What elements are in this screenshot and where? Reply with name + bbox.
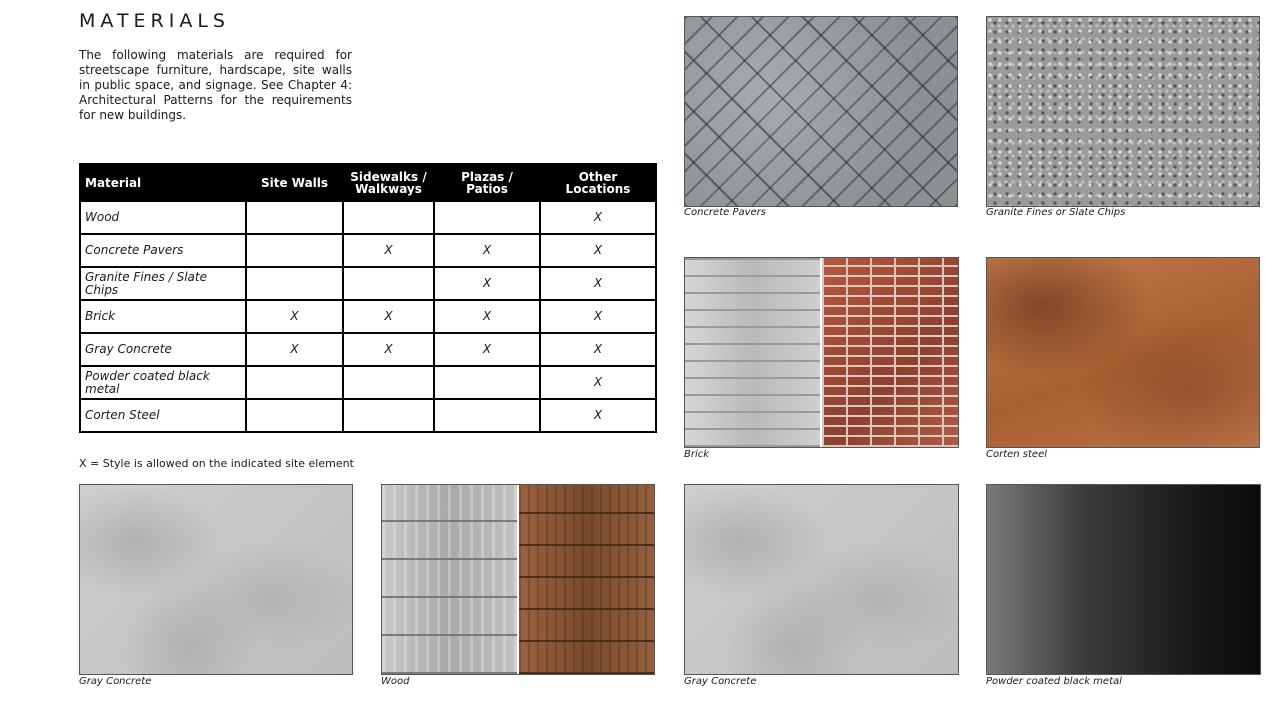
table-row [80, 267, 656, 300]
cell-other: X [540, 267, 656, 300]
cell-plazas: X [434, 300, 540, 333]
cell-other: X [540, 333, 656, 366]
black-metal-caption: Powder coated black metal [986, 676, 1122, 687]
table-row [80, 201, 656, 234]
cell-plazas: X [434, 267, 540, 300]
cell-sidewalks [343, 267, 434, 300]
material-name: Wood [80, 201, 246, 234]
table-row [80, 333, 656, 366]
corten-steel-caption: Corten steel [986, 449, 1048, 460]
white-brick-texture [685, 258, 820, 447]
cell-site-walls [246, 267, 343, 300]
cell-sidewalks [343, 366, 434, 399]
material-name: Gray Concrete [80, 333, 246, 366]
cell-other: X [540, 399, 656, 432]
wood-image [381, 484, 655, 675]
material-name: Granite Fines / Slate Chips [80, 267, 246, 300]
cell-sidewalks [343, 399, 434, 432]
cell-other: X [540, 201, 656, 234]
concrete-pavers-caption: Concrete Pavers [684, 207, 767, 218]
cell-plazas: X [434, 234, 540, 267]
cell-site-walls [246, 366, 343, 399]
table-row [80, 300, 656, 333]
brown-wood-texture [519, 485, 654, 674]
material-name: Powder coated black metal [80, 366, 246, 399]
table-row [80, 399, 656, 432]
cell-site-walls [246, 399, 343, 432]
intro-paragraph: The following materials are required for streetscape furniture, hardscape, site walls in public space, and signage. See Chapter 4: Architectural Patterns for the requirements for new buildings. [79, 48, 352, 122]
brick-caption: Brick [684, 449, 710, 460]
header-site-walls: Site Walls [246, 164, 343, 201]
cell-plazas [434, 366, 540, 399]
granite-fines-image [986, 16, 1260, 207]
cell-sidewalks: X [343, 300, 434, 333]
gray-concrete-image [79, 484, 353, 675]
cell-sidewalks: X [343, 333, 434, 366]
wood-caption: Wood [381, 676, 410, 687]
header-sidewalks: Sidewalks / Walkways [343, 164, 434, 201]
table-row [80, 234, 656, 267]
red-brick-texture [822, 258, 958, 447]
cell-plazas [434, 399, 540, 432]
cell-sidewalks: X [343, 234, 434, 267]
cell-other: X [540, 300, 656, 333]
corten-steel-image [986, 257, 1260, 448]
black-metal-image [986, 484, 1261, 675]
header-plazas: Plazas / Patios [434, 164, 540, 201]
page-title: MATERIALS [79, 10, 230, 32]
table-legend-note: X = Style is allowed on the indicated site element [79, 457, 354, 470]
header-other-locations: Other Locations [540, 164, 656, 201]
cell-other: X [540, 234, 656, 267]
table-row [80, 366, 656, 399]
cell-plazas [434, 201, 540, 234]
cell-sidewalks [343, 201, 434, 234]
cell-plazas: X [434, 333, 540, 366]
concrete-pavers-image [684, 16, 958, 207]
material-name: Corten Steel [80, 399, 246, 432]
brick-image [684, 257, 959, 448]
weathered-wood-texture [382, 485, 517, 674]
cell-other: X [540, 366, 656, 399]
cell-site-walls [246, 234, 343, 267]
gray-concrete-caption: Gray Concrete [79, 676, 152, 687]
material-name: Brick [80, 300, 246, 333]
gray-concrete-caption-2: Gray Concrete [684, 676, 757, 687]
cell-site-walls: X [246, 333, 343, 366]
header-material: Material [80, 164, 246, 201]
gray-concrete-image-2 [684, 484, 959, 675]
table-header-row [80, 164, 656, 201]
cell-site-walls: X [246, 300, 343, 333]
cell-site-walls [246, 201, 343, 234]
granite-fines-caption: Granite Fines or Slate Chips [986, 207, 1126, 218]
materials-table [79, 163, 657, 433]
material-name: Concrete Pavers [80, 234, 246, 267]
